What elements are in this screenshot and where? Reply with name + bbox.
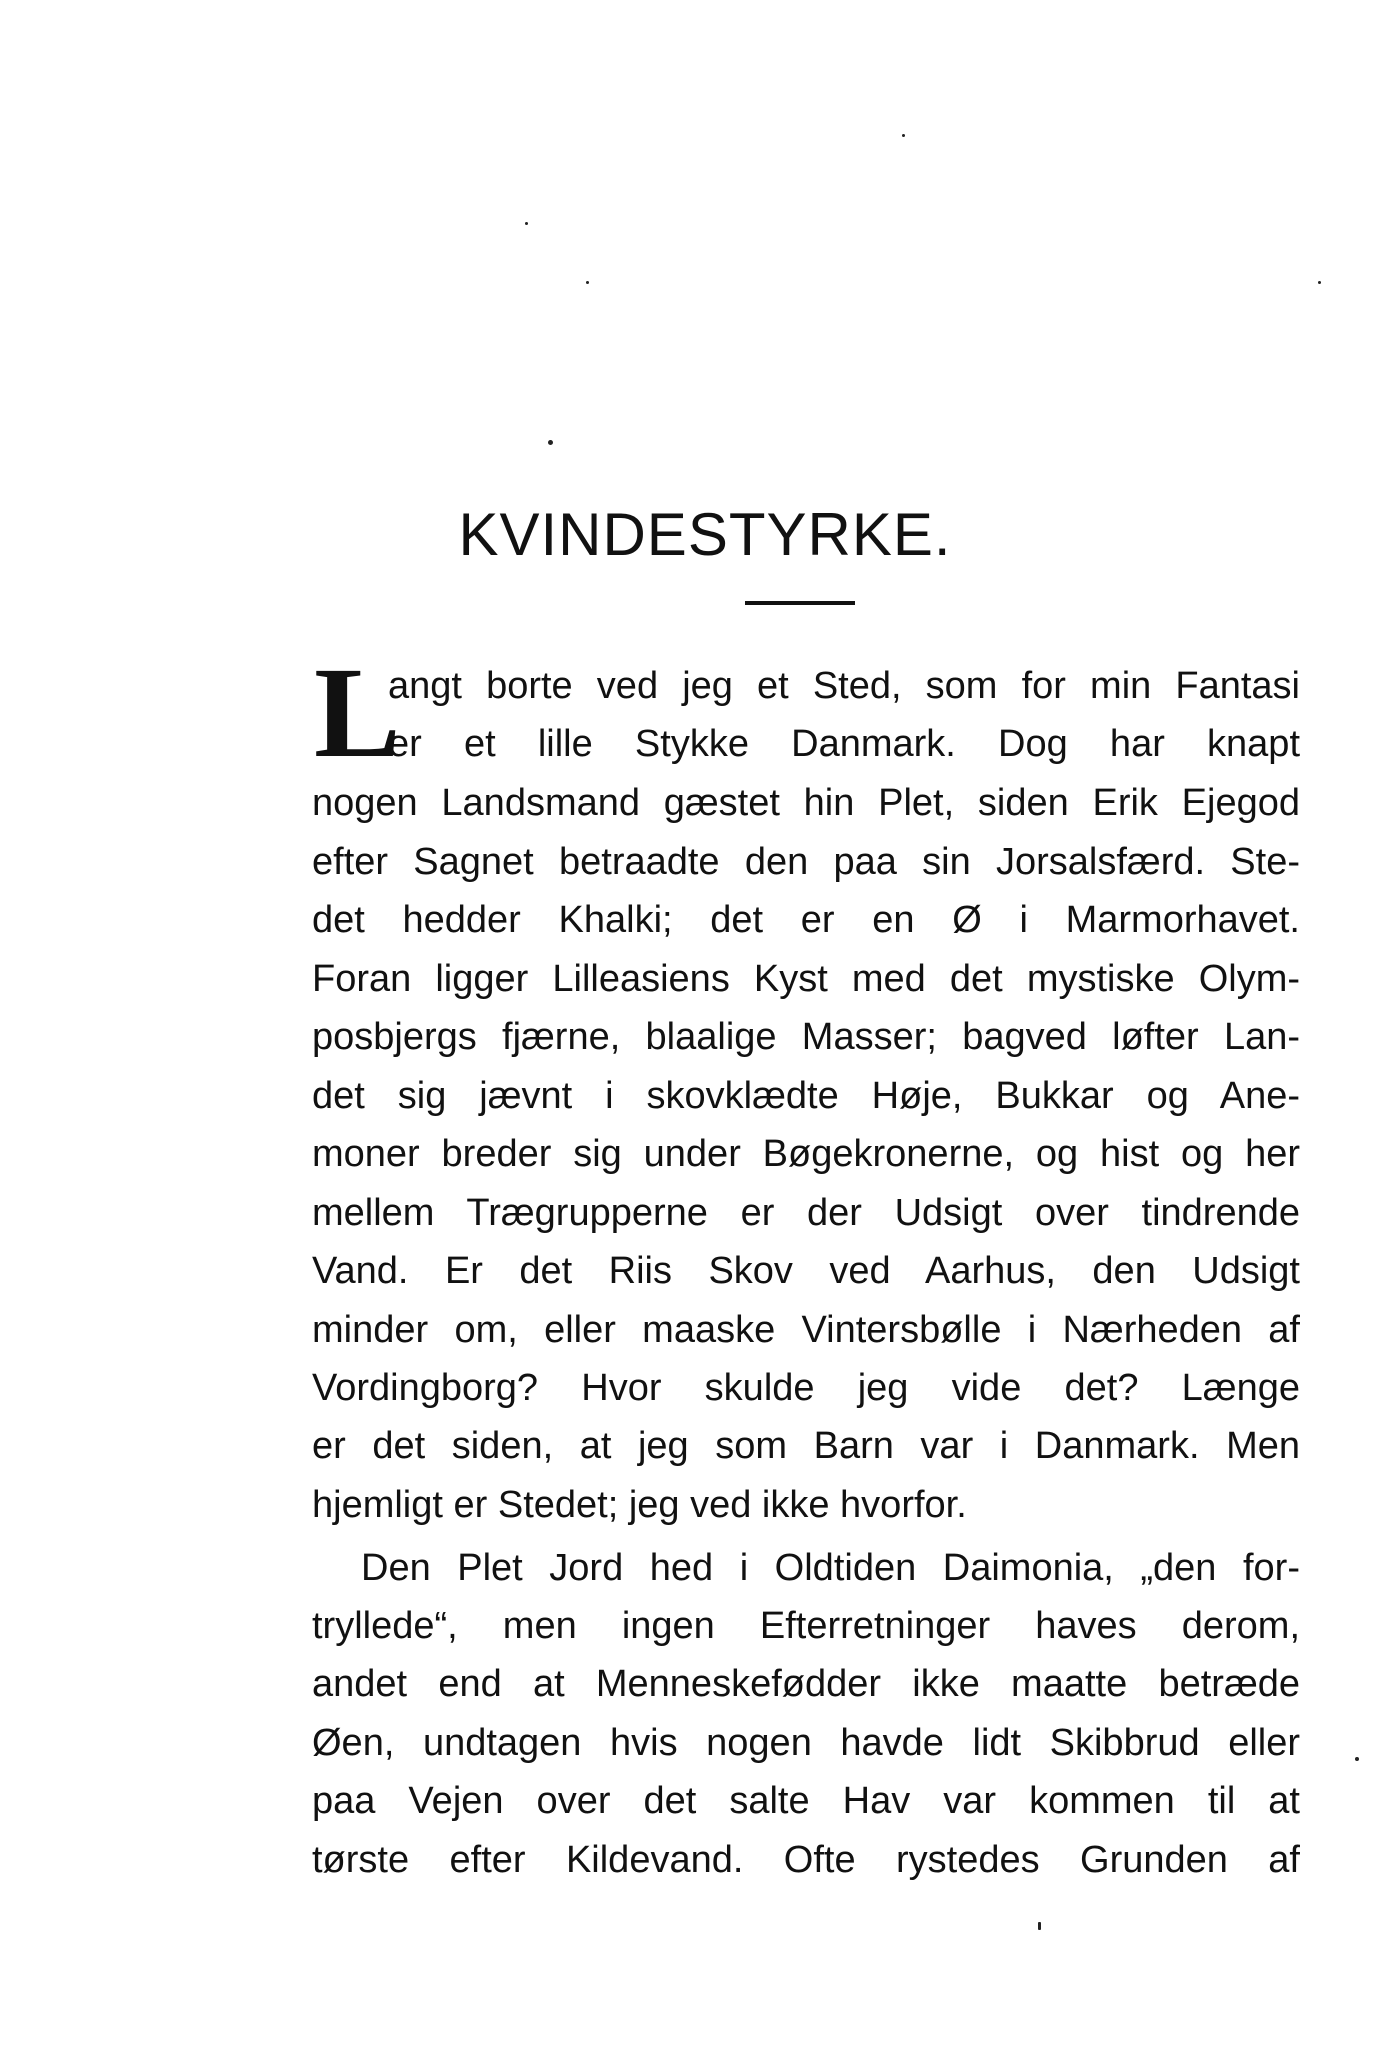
text-line: andet end at Menneskefødder ikke maatte betræde (312, 1663, 1300, 1705)
drop-cap: L (314, 641, 401, 785)
text-line: tryllede“, men ingen Efterretninger haves derom, (312, 1605, 1300, 1647)
text-line: angt borte ved jeg et Sted, som for min Fantasi (388, 665, 1300, 707)
title-rule (745, 601, 855, 605)
text-line: nogen Landsmand gæstet hin Plet, siden Erik Ejegod (312, 782, 1300, 824)
text-line: Øen, undtagen hvis nogen havde lidt Skibbrud eller (312, 1722, 1300, 1764)
text-line: Vand. Er det Riis Skov ved Aarhus, den Udsigt (312, 1250, 1300, 1292)
text-line: tørste efter Kildevand. Ofte rystedes Grunden af (312, 1839, 1300, 1881)
text-line: hjemligt er Stedet; jeg ved ikke hvorfor. (312, 1484, 967, 1526)
text-line: det hedder Khalki; det er en Ø i Marmorhavet. (312, 899, 1300, 941)
text-line: posbjergs fjærne, blaalige Masser; bagved løfter Lan- (312, 1016, 1300, 1058)
scan-speck (1318, 281, 1321, 284)
scan-speck (902, 134, 905, 137)
text-line: efter Sagnet betraadte den paa sin Jorsalsfærd. Ste- (312, 841, 1300, 883)
scan-speck (548, 440, 553, 445)
text-line: Foran ligger Lilleasiens Kyst med det mystiske Olym- (312, 958, 1300, 1000)
chapter-title: KVINDESTYRKE. (458, 501, 952, 568)
text-line: minder om, eller maaske Vintersbølle i Nærheden af (312, 1309, 1300, 1351)
text-line: Den Plet Jord hed i Oldtiden Daimonia, „den for- (361, 1547, 1300, 1589)
scan-speck (586, 281, 589, 284)
text-line: er et lille Stykke Danmark. Dog har knapt (388, 723, 1300, 765)
text-line: det sig jævnt i skovklædte Høje, Bukkar og Ane- (312, 1075, 1300, 1117)
scan-speck (525, 222, 528, 225)
scan-speck (1355, 1757, 1359, 1761)
text-line: er det siden, at jeg som Barn var i Danmark. Men (312, 1425, 1300, 1467)
text-line: moner breder sig under Bøgekronerne, og hist og her (312, 1133, 1300, 1175)
scan-speck (1038, 1922, 1041, 1930)
text-line: paa Vejen over det salte Hav var kommen til at (312, 1780, 1300, 1822)
text-line: Vordingborg? Hvor skulde jeg vide det? Længe (312, 1367, 1300, 1409)
text-line: mellem Trægrupperne er der Udsigt over tindrende (312, 1192, 1300, 1234)
